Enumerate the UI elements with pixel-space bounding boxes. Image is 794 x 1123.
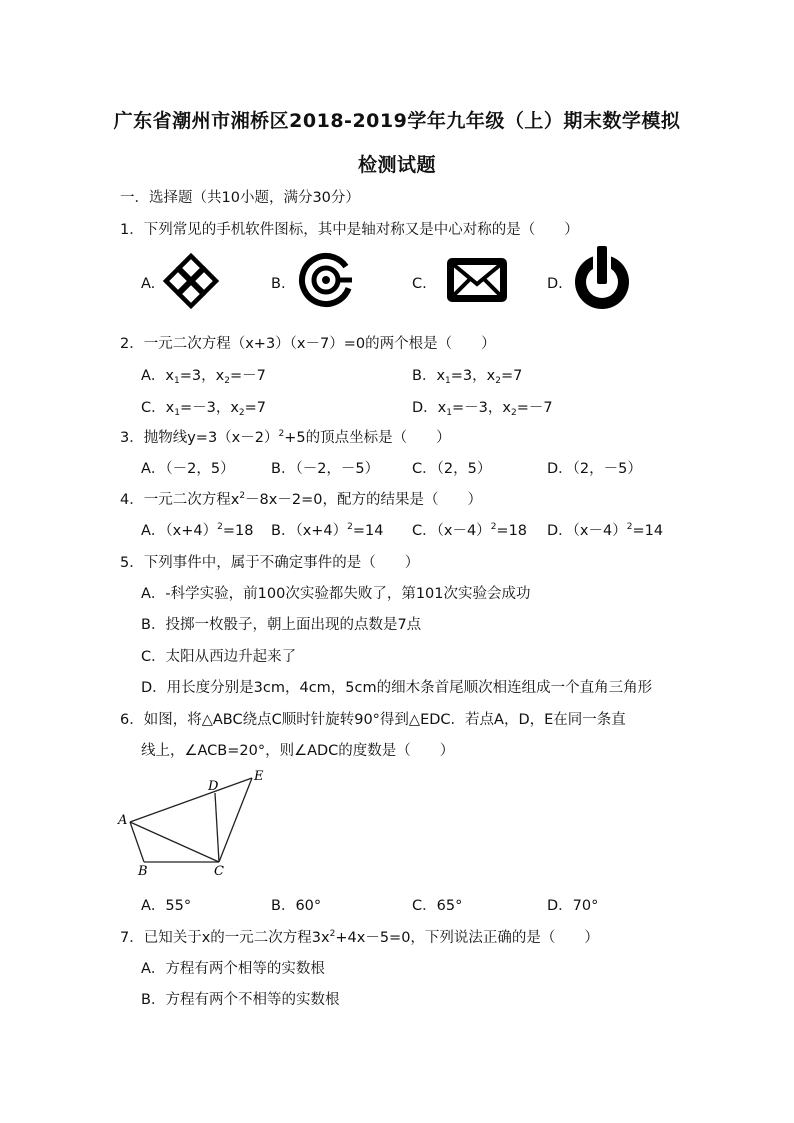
label-e: E (254, 769, 264, 784)
q5-option-d: D．用长度分别是3cm，4cm，5cm的细木条首尾顺次相连组成一个直角三角形 (141, 680, 653, 696)
q6-stem-line2: 线上，∠ACB=20°，则∠ADC的度数是（ ） (141, 743, 455, 759)
q2-option-d: D．$x_1=-3$，$x_2=-7$ (412, 400, 553, 418)
q6-option-d: D．70° (547, 898, 599, 914)
q2-option-b: B．$x_1=3$，$x_2=7$ (412, 368, 523, 386)
q4-option-a: A．$(x+4)^2=18$ (141, 522, 254, 539)
q1-option-a-label: A. (141, 276, 156, 292)
q1-option-b-label: B. (271, 276, 286, 292)
q3-option-a: A．（－2，5） (141, 461, 235, 477)
q2-stem: 2．一元二次方程（x+3）（x－7）=0的两个根是（ ） (120, 336, 496, 352)
q3-option-b: B．（－2，－5） (271, 461, 380, 477)
segment-ec (219, 778, 252, 862)
q4-option-d: D．$(x-4)^2=14$ (547, 522, 664, 539)
q2-option-a: A．$x_1=3$，$x_2=-7$ (141, 368, 266, 386)
at-sign-icon (294, 250, 354, 314)
q4-option-c: C．$(x-4)^2=18$ (412, 522, 528, 539)
four-diamond-icon (162, 252, 220, 314)
segment-ac (130, 822, 219, 862)
q6-option-a: A．55° (141, 898, 192, 914)
q5-stem: 5．下列事件中，属于不确定事件的是（ ） (120, 555, 420, 571)
exam-title-line1: 广东省潮州市湘桥区2018-2019学年九年级（上）期末数学模拟 (113, 110, 681, 132)
q2-option-c: C．$x_1=-3$，$x_2=7$ (141, 400, 267, 418)
q4-stem: 4．一元二次方程$x^2-8x-2=0$，配方的结果是（ ） (120, 491, 482, 508)
q1-option-c-label: C. (412, 276, 427, 292)
q5-option-a: A．‑科学实验，前100次实验都失败了，第101次实验会成功 (141, 586, 531, 602)
label-c: C (214, 864, 224, 878)
power-icon (569, 244, 635, 318)
q4-option-b: B．$(x+4)^2=14$ (271, 522, 384, 539)
exam-title-line2: 检测试题 (357, 154, 436, 176)
q7-stem: 7．已知关于x的一元二次方程$3x^2+4x-5=0$，下列说法正确的是（ ） (120, 929, 599, 946)
section-heading: 一．选择题（共10小题，满分30分） (120, 190, 360, 206)
q3-option-d: D．（2，－5） (547, 461, 642, 477)
q7-option-a: A．方程有两个相等的实数根 (141, 961, 325, 977)
q3-option-c: C．（2，5） (412, 461, 492, 477)
q3-stem: 3．抛物线$y=3(x-2)^2+5$的顶点坐标是（ ） (120, 429, 451, 446)
triangle-rotation-figure (112, 762, 272, 878)
label-d: D (208, 779, 219, 794)
envelope-icon (445, 256, 509, 308)
q6-stem-line1: 6．如图，将△ABC绕点C顺时针旋转90°得到△EDC．若点A，D，E在同一条直 (120, 712, 626, 728)
q7-option-b: B．方程有两个不相等的实数根 (141, 992, 340, 1008)
q6-option-b: B．60° (271, 898, 322, 914)
label-a: A (118, 813, 128, 828)
q5-option-b: B．投掷一枚骰子，朝上面出现的点数是7点 (141, 617, 422, 633)
q5-option-c: C．太阳从西边升起来了 (141, 649, 297, 665)
q6-option-c: C．65° (412, 898, 463, 914)
q1-option-d-label: D. (547, 276, 563, 292)
q1-stem: 1．下列常见的手机软件图标，其中是轴对称又是中心对称的是（ ） (120, 222, 579, 238)
segment-dc (215, 793, 219, 862)
label-b: B (138, 864, 148, 878)
segment-ae (130, 778, 252, 822)
